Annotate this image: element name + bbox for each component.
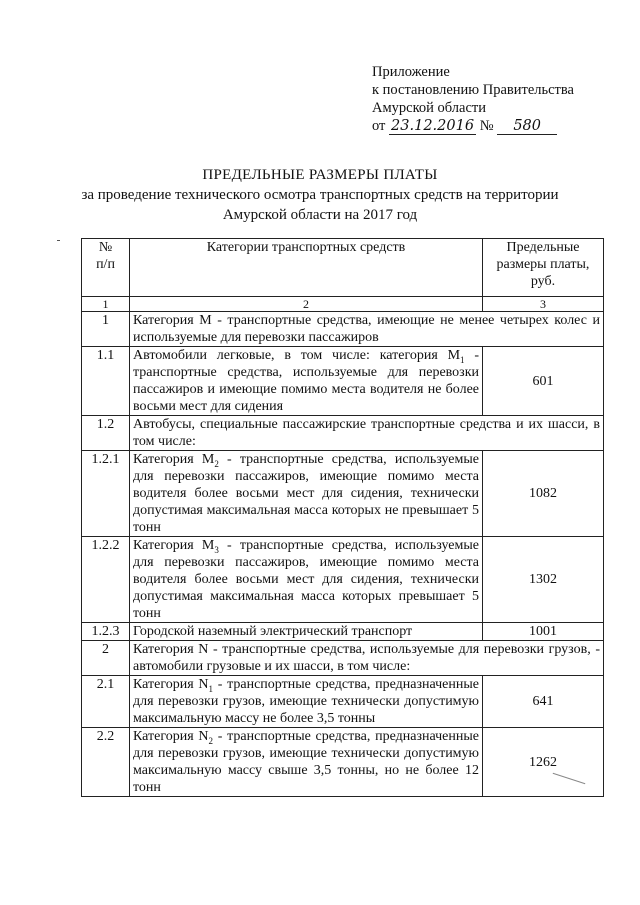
appendix-date-number xyxy=(372,117,574,135)
row-price: 641 xyxy=(483,676,604,728)
column-number: 1 xyxy=(82,297,130,312)
table-row xyxy=(82,416,604,451)
date-prefix: от xyxy=(372,118,386,134)
appendix-title: Приложение xyxy=(372,64,450,80)
row-text: Категория N - транспортные средства, используемые для перевозки грузов, - автомобили грузовые и их шасси, в том числе: xyxy=(130,641,604,676)
table-row xyxy=(82,676,604,728)
table-header-row xyxy=(82,239,604,297)
column-number: 2 xyxy=(130,297,483,312)
row-num: 1.1 xyxy=(82,347,130,416)
header-category: Категории транспортных средств xyxy=(130,239,483,297)
table-row xyxy=(82,623,604,641)
scan-edge-mark xyxy=(57,240,60,241)
row-num: 1.2.1 xyxy=(82,451,130,537)
handwritten-date: 23.12.2016 xyxy=(391,118,475,134)
table-row xyxy=(82,537,604,623)
title-sub-1: за проведение технического осмотра транспортных средств на территории xyxy=(81,187,559,203)
fees-table xyxy=(81,238,604,797)
row-text: Категория $N_2$ - транспортные средства, предназначенные для перевозки грузов, имеющие технически допустимую максимальную массу свыше 3,5 тонны, но не более 12 тонн xyxy=(130,728,483,797)
appendix-region: Амурской области xyxy=(372,100,486,116)
row-num: 2.1 xyxy=(82,676,130,728)
row-num: 1.2.2 xyxy=(82,537,130,623)
column-number: 3 xyxy=(483,297,604,312)
document-title xyxy=(0,165,640,225)
row-text: Категория М - транспортные средства, имеющие не менее четырех колес и используемые для перевозки пассажиров xyxy=(130,312,604,347)
title-sub-2: Амурской области на 2017 год xyxy=(222,207,418,223)
title-main: ПРЕДЕЛЬНЫЕ РАЗМЕРЫ ПЛАТЫ xyxy=(202,167,438,183)
table-row xyxy=(82,728,604,797)
table-row xyxy=(82,347,604,416)
row-price: 1262 xyxy=(483,728,604,797)
row-text: Автомобили легковые, в том числе: категория $М_1$ - транспортные средства, используемые для перевозки пассажиров и имеющие помимо места водителя не более восьми мест для сидения xyxy=(130,347,483,416)
row-num: 1.2 xyxy=(82,416,130,451)
number-sign: № xyxy=(479,118,494,134)
table-row xyxy=(82,312,604,347)
row-num: 1 xyxy=(82,312,130,347)
header-num: № п/п xyxy=(82,239,130,297)
appendix-block xyxy=(372,63,574,135)
row-text: Городской наземный электрический транспорт xyxy=(130,623,483,641)
table-row xyxy=(82,641,604,676)
row-price: 1001 xyxy=(483,623,604,641)
row-price: 1082 xyxy=(483,451,604,537)
column-number-row xyxy=(82,297,604,312)
row-text: Автобусы, специальные пассажирские транспортные средства и их шасси, в том числе: xyxy=(130,416,604,451)
handwritten-number: 580 xyxy=(497,119,557,135)
header-price: Предельные размеры платы, руб. xyxy=(483,239,604,297)
row-text: Категория $М_3$ - транспортные средства, используемые для перевозки пассажиров, имеющие помимо места водителя более восьми мест для сидения, технически допустимая максимальная масса которых превышает 5 тонн xyxy=(130,537,483,623)
row-num: 2 xyxy=(82,641,130,676)
table-row xyxy=(82,451,604,537)
row-text: Категория $М_2$ - транспортные средства, используемые для перевозки пассажиров, имеющие помимо места водителя более восьми мест для сидения, технически допустимая максимальная масса которых не превышает 5 тонн xyxy=(130,451,483,537)
row-num: 2.2 xyxy=(82,728,130,797)
row-text: Категория $N_1$ - транспортные средства, предназначенные для перевозки грузов, имеющие технически допустимую максимальную массу не более 3,5 тонны xyxy=(130,676,483,728)
row-price: 601 xyxy=(483,347,604,416)
appendix-resolution: к постановлению Правительства xyxy=(372,82,574,98)
row-num: 1.2.3 xyxy=(82,623,130,641)
row-price: 1302 xyxy=(483,537,604,623)
